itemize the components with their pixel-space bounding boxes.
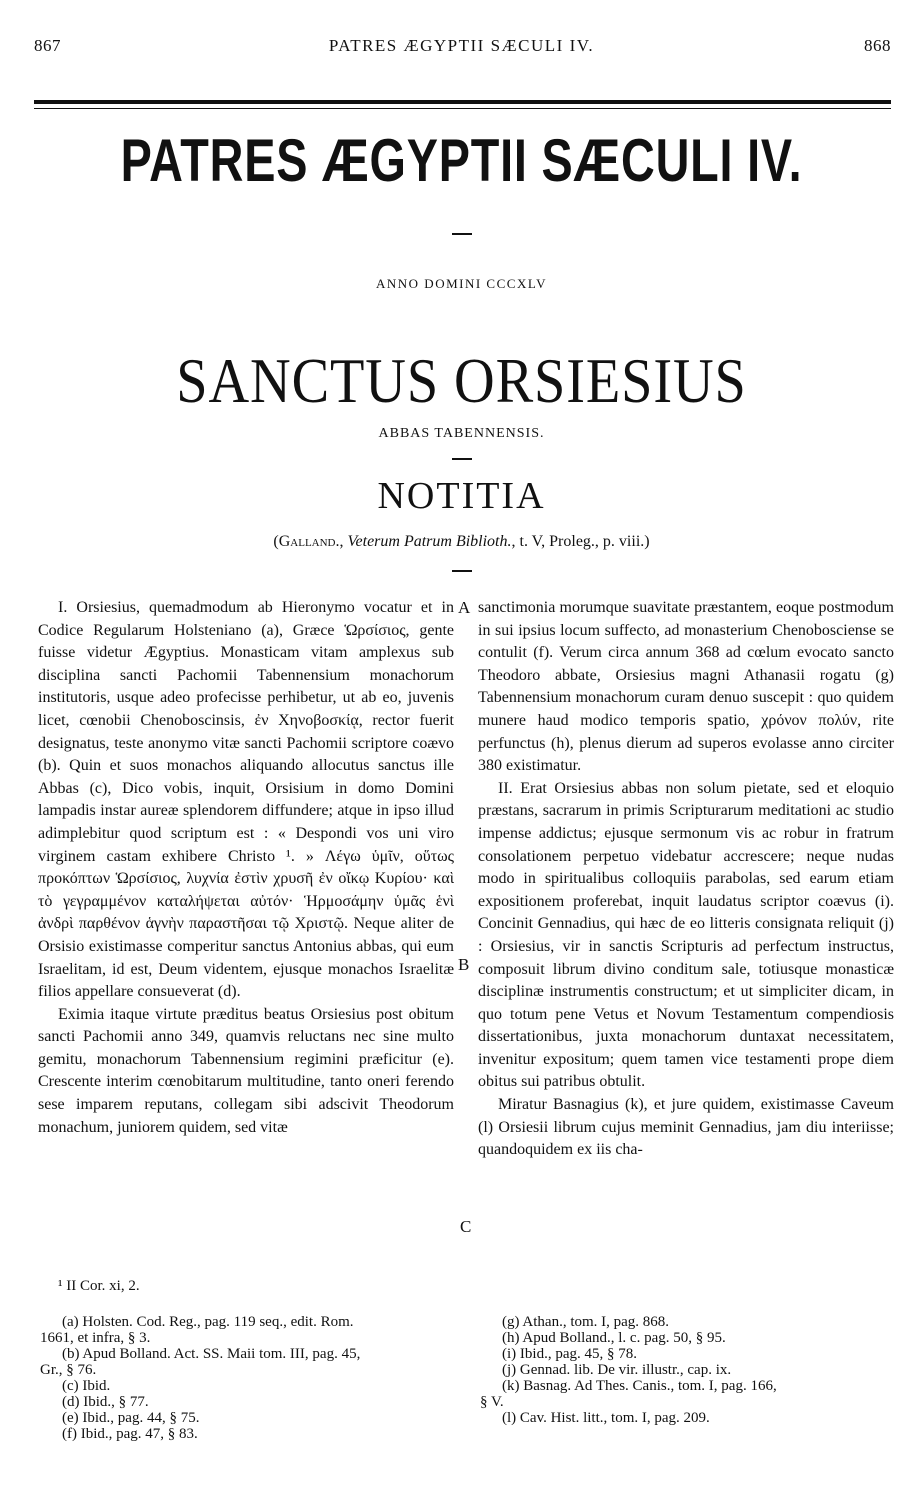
note: (k) Basnag. Ad Thes. Canis., tom. I, pag. 166, xyxy=(502,1378,777,1394)
header-rule-thick xyxy=(34,100,891,104)
note: (i) Ibid., pag. 45, § 78. xyxy=(502,1346,637,1362)
note: Gr., § 76. xyxy=(40,1362,97,1378)
page-number-left: 867 xyxy=(34,36,61,55)
note: (l) Cav. Hist. litt., tom. I, pag. 209. xyxy=(502,1410,710,1426)
main-title: PATRES ÆGYPTII SÆCULI IV. xyxy=(120,127,803,194)
paragraph: Miratur Basnagius (k), et jure quidem, existimasse Caveum (l) Orsiesii librum cujus meminit Gennadius, jam diu interiisse; quandoquidem ex iis cha- xyxy=(478,1096,894,1159)
paragraph: sanctimonia morumque suavitate præstantem, eoque postmodum in sui ipsius locum suffecto, ad monasterium Chenobosciense se contulit (f). Verum circa annum 368 ad cœlum evocato sancto Theodoro abbate, Orsiesius magni Athanasii rogatu (g) Tabennensium monachorum curam denuo suscepit : quo quidem munere haud modico temporis spatio, χρόνον πολύν, rite perfunctus (h), plenus dierum ad superos evolasse anno circiter 380 existimatur. xyxy=(478,599,894,775)
note: (a) Holsten. Cod. Reg., pag. 119 seq., edit. Rom. xyxy=(62,1314,354,1330)
note: § V. xyxy=(480,1394,504,1410)
paragraph: I. Orsiesius, quemadmodum ab Hieronymo vocatur et in Codice Regularum Holsteniano (a), Græce Ὡρσίσιος, gente fuisse videtur Ægyptius. Monasticam vitam amplexus sub disciplina sancti Pachomii Tabennensium monachorum institutoris, usque adeo profecisse perhibetur, ut ab eo, juvenis licet, cœnobii Chenoboscinsis, ἐν Χηνοβοσκίᾳ, rector fuerit designatus, teste anonymo vitæ sancti Pachomii scriptore coævo (b). Quin et suos monachos aliquando allocutus sanctus ille Abbas (c), Dico vobis, inquit, Orsisium in domo Domini lampadis instar aureæ splendorem diffundere; atque in ipso illud adimplebitur quod scriptum est : « Despondi vos uni viro virginem castam exhibere Christo ¹. » Λέγω ὑμῖν, οὕτως προκόπτων Ὡρσίσιος, λυχνία ἐστὶν χρυσῆ ἐν οἴκῳ Κυρίου· καὶ τὸ γεγραμμένον καταλήψεται αὐτόν· Ἡρμοσάμην ὑμᾶς ἑνὶ ἀνδρὶ παρθένον ἁγνὴν παραστῆσαι τῷ Χριστῷ. Neque aliter de Orsisio existimasse comperitur sanctus Antonius abbas, qui eum Israelitam, id est, Deum videntem, ejusque monachos Israelitæ filios appellare consueverat (d). xyxy=(38,599,454,1001)
note: (c) Ibid. xyxy=(62,1378,111,1394)
note: (j) Gennad. lib. De vir. illustr., cap. ix. xyxy=(502,1362,732,1378)
page-number-right: 868 xyxy=(864,36,891,55)
source-work: Veterum Patrum Biblioth. xyxy=(347,533,512,550)
notes-right xyxy=(480,1314,777,1426)
note: (d) Ibid., § 77. xyxy=(62,1394,149,1410)
margin-marker: C xyxy=(460,1217,472,1236)
note: (b) Apud Bolland. Act. SS. Maii tom. III, pag. 45, xyxy=(62,1346,361,1362)
source-rest: , t. V, Proleg., p. viii.) xyxy=(511,533,650,550)
header-rule-thin xyxy=(34,108,891,109)
paragraph: Eximia itaque virtute præditus beatus Orsiesius post obitum sancti Pachomii anno 349, quamvis reluctans nec sine multo gemitu, monachorum Tabennensium regimini præficitur (e). Crescente interim cœnobitarum multitudine, tanto oneri ferendo sese imparem reputans, collegam sibi adscivit Theodorum monachum, juniorem quidem, sed vitæ xyxy=(38,1005,454,1136)
anno-domini: ANNO DOMINI CCCXLV xyxy=(376,276,547,291)
divider xyxy=(452,458,472,460)
section-heading: NOTITIA xyxy=(377,475,546,517)
note: 1661, et infra, § 3. xyxy=(40,1330,151,1346)
source-author: (Galland., xyxy=(273,533,344,550)
running-title: PATRES ÆGYPTII SÆCULI IV. xyxy=(328,36,595,55)
paragraph: II. Erat Orsiesius abbas non solum pietate, sed et eloquio præstans, sacrarum in primis Scripturarum meditationi ac studio impense addictus; ejusque sermonum vis ac robur in fratrum consolationem perpetuo videbatur accrescere; neque nudas modo in spiritualibus colloquiis parabolas, sed earum etiam expositionem proferebat, inquit laudatus scriptor coævus (i). Concinit Gennadius, qui hæc de eo litteris consignata reliquit (j) : Orsiesius, vir in sanctis Scripturis ad perfectum instructus, composuit librum divino conditum sale, totiusque monasticæ disciplinæ instrumentis constructum; et ut simpliciter dicam, in quo totum pene Vetus et Novum Testamentum compendiosis dissertationibus, juxta monachorum duntaxat necessitatem, invenitur expositum; quem tamen vice testamenti prope diem obitus sui patribus obtulit. xyxy=(478,779,894,1091)
saint-subtitle: ABBAS TABENNENSIS. xyxy=(378,426,545,441)
margin-marker: B xyxy=(458,955,470,974)
note: (g) Athan., tom. I, pag. 868. xyxy=(502,1314,670,1330)
right-column xyxy=(478,597,894,1162)
saint-name: SANCTUS ORSIESIUS xyxy=(176,345,747,416)
margin-marker: A xyxy=(458,598,471,617)
footnote: ¹ II Cor. xi, 2. xyxy=(58,1278,140,1294)
note: (f) Ibid., pag. 47, § 83. xyxy=(62,1426,198,1442)
left-column xyxy=(38,597,454,1139)
note: (h) Apud Bolland., l. c. pag. 50, § 95. xyxy=(502,1330,726,1346)
notes-left xyxy=(40,1314,360,1442)
note: (e) Ibid., pag. 44, § 75. xyxy=(62,1410,200,1426)
divider xyxy=(452,570,472,572)
divider xyxy=(452,233,472,235)
source-citation xyxy=(0,533,923,551)
